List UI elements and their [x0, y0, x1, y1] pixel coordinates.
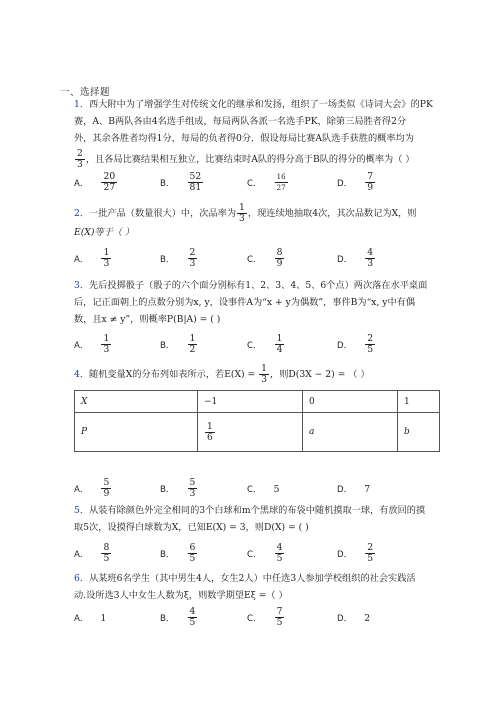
- q2-options: [74, 248, 434, 272]
- table-cell: a: [303, 413, 398, 452]
- question-text: 一批产品（数量很大）中，次品率为: [89, 208, 237, 219]
- option-d[interactable]: D． $\frac{4}{3}$: [337, 247, 374, 269]
- q1-options: [74, 172, 434, 196]
- question-text: 外，其余各胜者均得1分，每局的负者得0分．假设每局比赛A队选手获胜的概率均为: [74, 133, 414, 144]
- option-b[interactable]: B． $\frac{2}{3}$: [160, 247, 196, 269]
- question-text: ，且各局比赛结果相互独立，比赛结束时A队的得分高于B队的得分的概率为（ ）: [85, 154, 415, 165]
- q6-options: [74, 607, 434, 631]
- table-cell: −1: [198, 391, 303, 413]
- question-text: 随机变量X的分布列如表所示，若E(X) =: [89, 369, 259, 380]
- option-d[interactable]: D． $\frac{2}{5}$: [337, 542, 374, 564]
- option-b[interactable]: B． $\frac{5}{3}$: [160, 477, 196, 499]
- q5-options: [74, 543, 434, 567]
- option-a[interactable]: A． $\frac{8}{5}$: [74, 542, 110, 564]
- option-b[interactable]: B． $\frac{1}{2}$: [160, 333, 196, 355]
- option-a[interactable]: A． $\frac{1}{3}$: [74, 333, 110, 355]
- fraction: $\frac{1}{3}$: [261, 363, 268, 385]
- question-text: 后，记正面朝上的点数分别为x, y，设事件A为“x + y为偶数”，事件B为“x, y中有偶: [74, 297, 416, 308]
- question-number: 3．: [74, 280, 90, 291]
- question-text: E(X)等于（ ）: [74, 227, 135, 238]
- q3-options: [74, 334, 434, 358]
- question-4: [74, 364, 434, 385]
- question-number: 4．: [74, 369, 90, 380]
- question-number: 2．: [74, 208, 90, 219]
- question-6: [74, 570, 434, 604]
- question-text: 赛，A、B两队各由4名选手组成，每局两队各派一名选手PK，除第三局胜者得2分: [74, 116, 407, 127]
- question-1: [74, 96, 434, 170]
- question-text: 动.设所选3人中女生人数为ξ，则数学期望Eξ =（ ）: [74, 590, 288, 601]
- question-text: 取5次，设摸得白球数为X，已知E(X) = 3，则D(X) = ( ): [74, 522, 309, 533]
- option-c[interactable]: C． $\frac{4}{5}$: [247, 542, 283, 564]
- question-text: 从装有除颜色外完全相同的3个白球和m个黑球的布袋中随机摸取一球，有放回的摸: [89, 505, 426, 516]
- option-d[interactable]: D． $\frac{7}{9}$: [337, 171, 374, 193]
- option-b[interactable]: B． $\frac{6}{5}$: [160, 542, 196, 564]
- question-number: 1．: [74, 99, 90, 110]
- option-b[interactable]: B． $\frac{52}{81}$: [160, 171, 202, 193]
- question-3: [74, 277, 434, 328]
- table-cell: $\frac{1}{6}$: [198, 413, 303, 452]
- question-text: 西大附中为了增强学生对传统文化的继承和发扬，组织了一场类似《诗词大会》的PK: [89, 99, 433, 110]
- option-a[interactable]: A． 1: [74, 613, 107, 624]
- table-cell: 1: [398, 391, 440, 413]
- question-text: 从某班6名学生（其中男生4人，女生2人）中任选3人参加学校组织的社会实践活: [89, 573, 416, 584]
- option-c[interactable]: C． $\frac{1}{4}$: [247, 333, 283, 355]
- option-d[interactable]: D． 7: [337, 484, 371, 495]
- question-number: 6．: [74, 573, 90, 584]
- option-a[interactable]: A． $\frac{5}{9}$: [74, 477, 110, 499]
- question-2: [74, 203, 434, 241]
- question-text: 先后投掷骰子（骰子的六个面分别标有1、2、3、4、5、6个点）两次落在水平桌面: [89, 280, 428, 291]
- table-cell: P: [75, 413, 198, 452]
- fraction: $\frac{1}{3}$: [239, 202, 245, 224]
- option-d[interactable]: D． $\frac{2}{5}$: [337, 333, 374, 355]
- option-c[interactable]: C． $\frac{7}{5}$: [247, 606, 283, 628]
- option-a[interactable]: A． $\frac{1}{3}$: [74, 247, 110, 269]
- question-5: [74, 502, 434, 536]
- option-c[interactable]: C． $\frac{16}{27}$: [247, 173, 286, 192]
- table-cell: X: [75, 391, 198, 413]
- question-text: ，则D(3X − 2) = （ ）: [270, 369, 370, 380]
- table-cell: b: [398, 413, 440, 452]
- option-a[interactable]: A． $\frac{20}{27}$: [74, 171, 116, 193]
- table-cell: 0: [303, 391, 398, 413]
- q4-options: [74, 478, 434, 502]
- section-title: 一、选择题: [60, 87, 111, 98]
- option-d[interactable]: D． 2: [337, 613, 371, 624]
- distribution-table: [74, 390, 440, 452]
- option-c[interactable]: C． $\frac{8}{9}$: [247, 247, 283, 269]
- option-c[interactable]: C． 5: [247, 484, 280, 495]
- question-text: ，现连续地抽取4次，其次品数记为X，则: [247, 208, 417, 219]
- option-b[interactable]: B． $\frac{4}{5}$: [160, 606, 196, 628]
- question-text: 数，且x ≠ y”，则概率P(B|A) = ( ): [74, 314, 221, 325]
- question-number: 5．: [74, 505, 90, 516]
- fraction: $\frac{2}{3}$: [77, 148, 83, 170]
